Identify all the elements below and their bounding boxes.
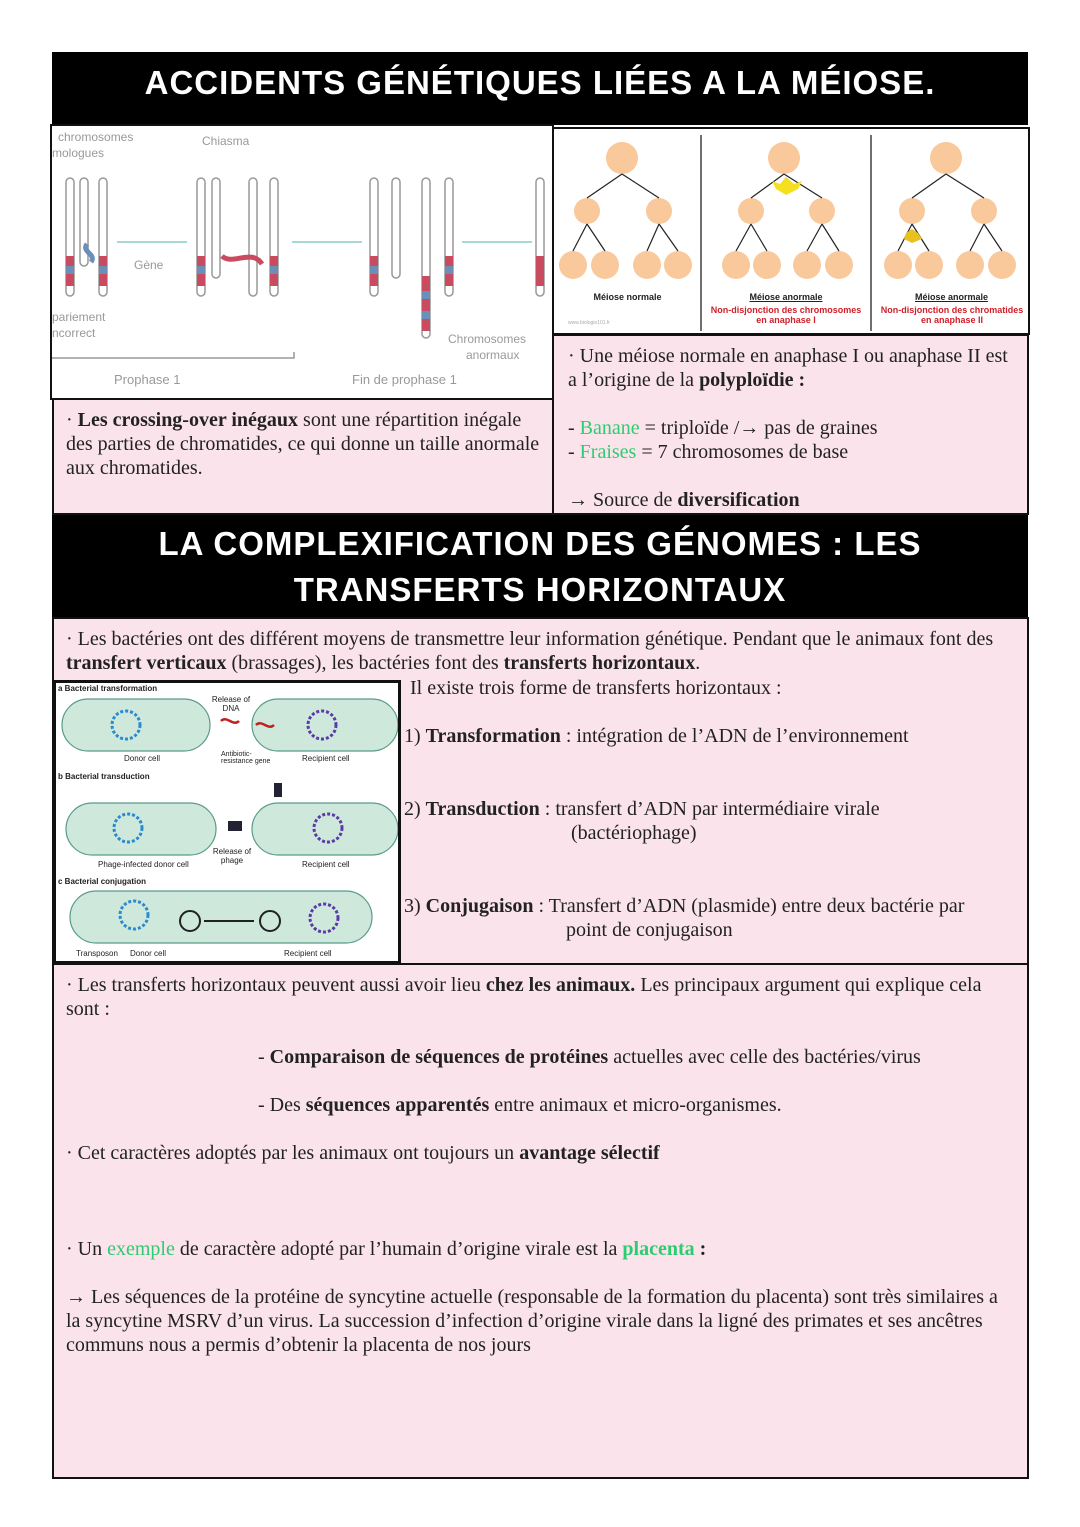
fig-label: b Bacterial transduction (58, 772, 150, 781)
meiosis-diagram (552, 127, 1030, 335)
item-conjugation: 3) Conjugaison : Transfert d’ADN (plasmide) entre deux bactérie par point de conjugaison (404, 895, 965, 941)
section1-title: ACCIDENTS GÉNÉTIQUES LIÉES A LA MÉIOSE. (52, 52, 1028, 125)
fig-label: Release of phage (212, 847, 252, 865)
three-forms-text: Il existe trois forme de transferts horizontaux : (410, 677, 782, 699)
crossing-over-text: sont une répartition inégale des parties de chromatides, ce qui donne un taille anormale aux chromatides. (66, 409, 540, 479)
example-strawberry: - Fraises = 7 chromosomes de base (568, 441, 849, 463)
intro-text: · Les bactéries ont des différent moyens de transmettre leur information génétique. Pendant que le animaux font des transfert verticaux (brassages), les bactéries font des transferts horizontaux. (66, 628, 994, 674)
fig-label: mologues (52, 146, 105, 160)
animals-intro: · Les transferts horizontaux peuvent aussi avoir lieu chez les animaux. Les principaux argument qui explique cela sont : (66, 974, 982, 1020)
syncytin-text: → Les séquences de la protéine de syncytine actuelle (responsable de la formation du placenta) sont très similaires a la syncytine MSRV d’un virus. La succession d’infection d’origine virale dans la ligné des primates et ses ancêtres communs nous a permis d’obtenir la placenta de nos jours (66, 1286, 998, 1356)
fig-label: Recipient cell (284, 949, 332, 958)
fig-label: Donor cell (124, 754, 161, 763)
item-transduction: 2) Transduction : transfert d’ADN par intermédiaire virale (bactériophage) (404, 798, 880, 844)
bacterial-transfer-diagram (53, 680, 401, 964)
watermark: www.biologie101.fr (568, 320, 610, 326)
selective-advantage: · Cet caractères adoptés par les animaux ont toujours un avantage sélectif (66, 1142, 660, 1164)
panel-subtitle: Non-disjonction des chromatides en anaphase II (880, 305, 1024, 325)
fig-label: Prophase 1 (114, 372, 181, 387)
item-transformation: 1) Transformation : intégration de l’ADN de l’environnement (404, 725, 909, 747)
fig-label: Gène (134, 258, 164, 272)
fig-label: Transposon (76, 949, 118, 958)
argument-1: - Comparaison de séquences de protéines actuelles avec celle des bactéries/virus (258, 1046, 921, 1068)
panel-title: Méiose normale (593, 292, 662, 302)
polyploidy-text: · Une méiose normale en anaphase I ou anaphase II est a l’origine de la polyploïdie : (568, 345, 1008, 391)
bacteria-cells (56, 683, 398, 961)
fig-label: Fin de prophase 1 (352, 372, 457, 387)
fig-label: Phage-infected donor cell (98, 860, 189, 869)
chromosome-drawing (52, 126, 554, 400)
crossing-over-term: Les crossing-over inégaux (77, 409, 299, 431)
source-diversification: → Source de diversification (568, 489, 800, 511)
argument-2: - Des séquences apparentés entre animaux et micro-organismes. (258, 1094, 782, 1116)
crossing-over-diagram (50, 124, 554, 400)
fig-label: Chromosomes (448, 332, 527, 346)
fig-label: Recipient cell (302, 754, 350, 763)
fig-label: ncorrect (52, 326, 96, 340)
fig-label: Antibiotic-resistance gene (221, 751, 271, 765)
fig-label: a Bacterial transformation (58, 684, 158, 693)
example-banana: - Banane = triploïde /→ pas de graines (568, 417, 878, 439)
fig-label: pariement (52, 310, 106, 324)
fig-label: Chiasma (202, 134, 250, 148)
fig-label: c Bacterial conjugation (58, 877, 147, 886)
fig-label: anormaux (466, 348, 520, 362)
fig-label: Release of DNA (211, 695, 251, 713)
section2-title: LA COMPLEXIFICATION DES GÉNOMES : LES TRANSFERTS HORIZONTAUX (52, 515, 1028, 617)
panel-title: Méiose anormale (749, 292, 823, 302)
fig-label: Recipient cell (302, 860, 350, 869)
animals-transfer-box (52, 963, 1029, 1479)
crossing-over-box: · Les crossing-over inégaux sont une répartition inégale des parties de chromatides, ce qui donne un taille anormale aux chromatides. (52, 398, 554, 515)
panel-title: Méiose anormale (914, 292, 989, 302)
fig-label: Donor cell (130, 949, 167, 958)
fig-label: chromosomes (58, 130, 134, 144)
polyploidy-box (552, 334, 1029, 515)
placenta-example: · Un exemple de caractère adopté par l’humain d’origine virale est la placenta : (66, 1238, 707, 1260)
panel-subtitle: Non-disjonction des chromosomes en anaphase I (710, 305, 862, 325)
